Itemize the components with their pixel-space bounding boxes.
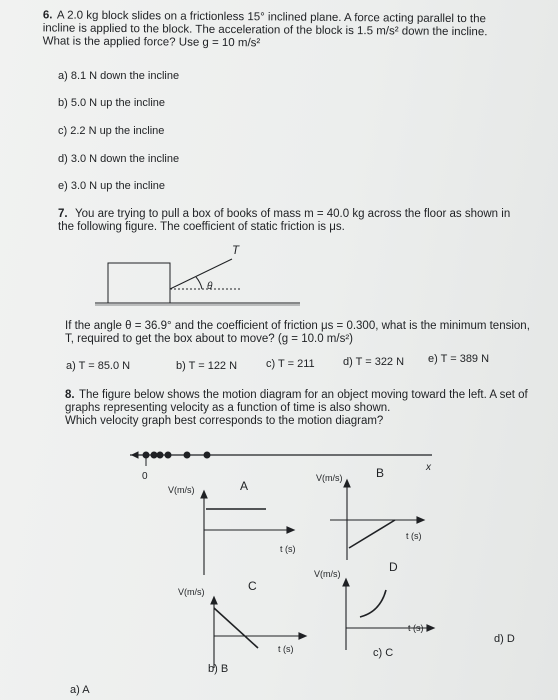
graph-b-t-arrow — [417, 517, 424, 523]
q7-number: 7. — [58, 208, 68, 220]
q7-box-figure — [95, 259, 300, 305]
motion-axis-label: x — [426, 462, 431, 473]
q6-option-c[interactable]: c) 2.2 N up the incline — [58, 125, 165, 137]
graph-b — [330, 480, 424, 560]
graph-d-t-label: t (s) — [408, 623, 424, 633]
q7-option-b[interactable]: b) T = 122 N — [176, 360, 238, 372]
graph-d-velocity-curve — [360, 590, 386, 617]
angle-label: θ — [207, 281, 213, 292]
q6-option-d[interactable]: d) 3.0 N down the incline — [58, 153, 180, 165]
motion-dot — [143, 452, 149, 458]
left-arrowhead — [132, 452, 138, 458]
graph-d-t-arrow — [427, 625, 434, 631]
graph-a-letter: A — [240, 479, 249, 493]
graph-c-t-label: t (s) — [278, 644, 294, 654]
graph-a-v-label: V(m/s) — [168, 485, 195, 495]
motion-dot — [165, 452, 171, 458]
graph-c-t-arrow — [299, 633, 306, 639]
q6-option-e[interactable]: e) 3.0 N up the incline — [58, 180, 166, 192]
q7-option-a[interactable]: a) T = 85.0 N — [66, 360, 131, 372]
q7-question-line-1: If the angle θ = 36.9° and the coefficient of friction μs = 0.300, what is the minimum tension, — [65, 320, 530, 332]
q7-question-line-2: T, required to get the box about to move? (g = 10.0 m/s²) — [65, 333, 353, 345]
q7-text-line-1: You are trying to pull a box of books of mass m = 40.0 kg across the floor as shown in — [75, 208, 511, 220]
graph-c-v-arrow — [211, 597, 217, 604]
q7-option-e[interactable]: e) T = 389 N — [428, 353, 490, 365]
graph-d-v-arrow — [343, 579, 349, 586]
motion-dot — [204, 452, 210, 458]
angle-arc — [196, 277, 202, 289]
graph-a-t-arrow — [287, 527, 294, 533]
q8-answer-b[interactable]: b) B — [208, 663, 229, 675]
motion-origin-label: 0 — [142, 471, 148, 482]
graph-a-t-label: t (s) — [280, 544, 296, 554]
q6-text-line-1: A 2.0 kg block slides on a frictionless 15° inclined plane. A force acting parallel to the — [56, 9, 486, 26]
q8-text-line-1: The figure below shows the motion diagram for an object moving toward the left. A set of — [79, 389, 528, 401]
q8-number: 8. — [65, 389, 75, 401]
graph-b-velocity-line — [349, 520, 395, 548]
q7-option-c[interactable]: c) T = 211 — [266, 358, 315, 370]
graph-c-v-label: V(m/s) — [178, 587, 205, 597]
q6-number: 6. — [42, 9, 53, 22]
graph-d-v-label: V(m/s) — [314, 569, 341, 579]
q8-text-line-2: graphs representing velocity as a function of time is also shown. — [65, 402, 391, 414]
graph-b-letter: B — [376, 466, 385, 480]
q6-text-line-2: incline is applied to the block. The acceleration of the block is 1.5 m/s² down the incline. — [42, 22, 488, 39]
graph-a — [201, 491, 294, 575]
q8-answer-d[interactable]: d) D — [494, 633, 515, 645]
graph-a-v-arrow — [201, 491, 207, 498]
graph-c-letter: C — [248, 579, 257, 593]
q8-answer-c[interactable]: c) C — [373, 647, 394, 659]
q7-text-line-2: the following figure. The coefficient of static friction is μs. — [58, 221, 345, 233]
q7-option-d[interactable]: d) T = 322 N — [343, 356, 405, 368]
q6-option-b[interactable]: b) 5.0 N up the incline — [58, 97, 166, 109]
graph-c-velocity-line — [214, 608, 258, 648]
graph-b-t-label: t (s) — [406, 531, 422, 541]
tension-label: T — [232, 245, 240, 257]
q8-text-line-3: Which velocity graph best corresponds to the motion diagram? — [65, 415, 384, 427]
graph-b-v-arrow — [344, 480, 350, 487]
graph-d — [343, 579, 434, 650]
q8-motion-diagram — [130, 452, 432, 466]
q6-option-a[interactable]: a) 8.1 N down the incline — [58, 70, 180, 82]
motion-dot — [157, 452, 163, 458]
motion-dot — [184, 452, 190, 458]
graph-d-letter: D — [389, 560, 398, 574]
motion-dot — [151, 452, 157, 458]
q8-answer-a[interactable]: a) A — [70, 684, 90, 696]
graph-c — [211, 597, 306, 668]
q6-text-line-3: What is the applied force? Use g = 10 m/s² — [42, 35, 261, 50]
book-box — [108, 263, 170, 303]
graph-b-v-label: V(m/s) — [316, 473, 343, 483]
